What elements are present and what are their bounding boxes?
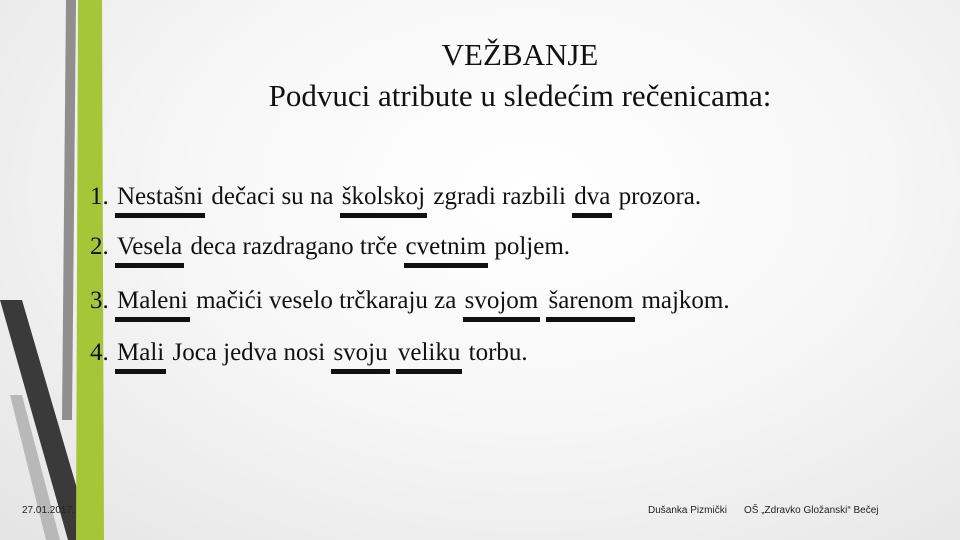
sentence-2: [90, 232, 570, 262]
sentence-text: mačići veselo trčkaraju za: [189, 287, 463, 314]
green-stripe: [76, 0, 104, 540]
underlined-attribute: dva: [574, 183, 611, 210]
sentence-text: deca razdragano trče: [184, 233, 404, 260]
footer-author: Dušanka Pizmički: [648, 505, 727, 516]
sentence-text: Joca jedva nosi: [166, 339, 332, 366]
footer-school: OŠ „Zdravko Gložanski“ Bečej: [744, 505, 879, 516]
sentence-text: 4.: [90, 339, 115, 366]
sentence-text: torbu.: [462, 339, 528, 366]
sentence-text: 2.: [90, 233, 115, 260]
sentence-1: [90, 182, 701, 212]
sentence-text: 3.: [90, 287, 115, 314]
sentence-text: majkom.: [635, 287, 730, 314]
underlined-attribute: Vesela: [117, 233, 183, 260]
title-line-1: VEŽBANJE: [441, 37, 599, 72]
sentence-4: [90, 338, 528, 368]
sentence-text: 1.: [90, 183, 115, 210]
underlined-attribute: Mali: [117, 339, 165, 366]
underlined-attribute: šarenom: [548, 287, 634, 314]
underlined-attribute: cvetnim: [405, 233, 487, 260]
underlined-attribute: svoju: [333, 339, 388, 366]
sentence-text: poljem.: [488, 233, 571, 260]
sentence-text: dečaci su na: [205, 183, 340, 210]
underlined-attribute: veliku: [397, 339, 461, 366]
slide-title: [130, 34, 910, 116]
sentence-3: [90, 286, 730, 316]
sentence-text: prozora.: [612, 183, 702, 210]
footer-date: 27.01.2017.: [22, 505, 75, 516]
title-line-2: Podvuci atribute u sledećim rečenicama:: [268, 78, 772, 113]
sentence-text: zgradi razbili: [427, 183, 573, 210]
underlined-attribute: školskoj: [341, 183, 426, 210]
underlined-attribute: svojom: [464, 287, 539, 314]
underlined-attribute: Nestašni: [117, 183, 204, 210]
gray-stripe: [62, 0, 76, 420]
underlined-attribute: Maleni: [117, 287, 188, 314]
